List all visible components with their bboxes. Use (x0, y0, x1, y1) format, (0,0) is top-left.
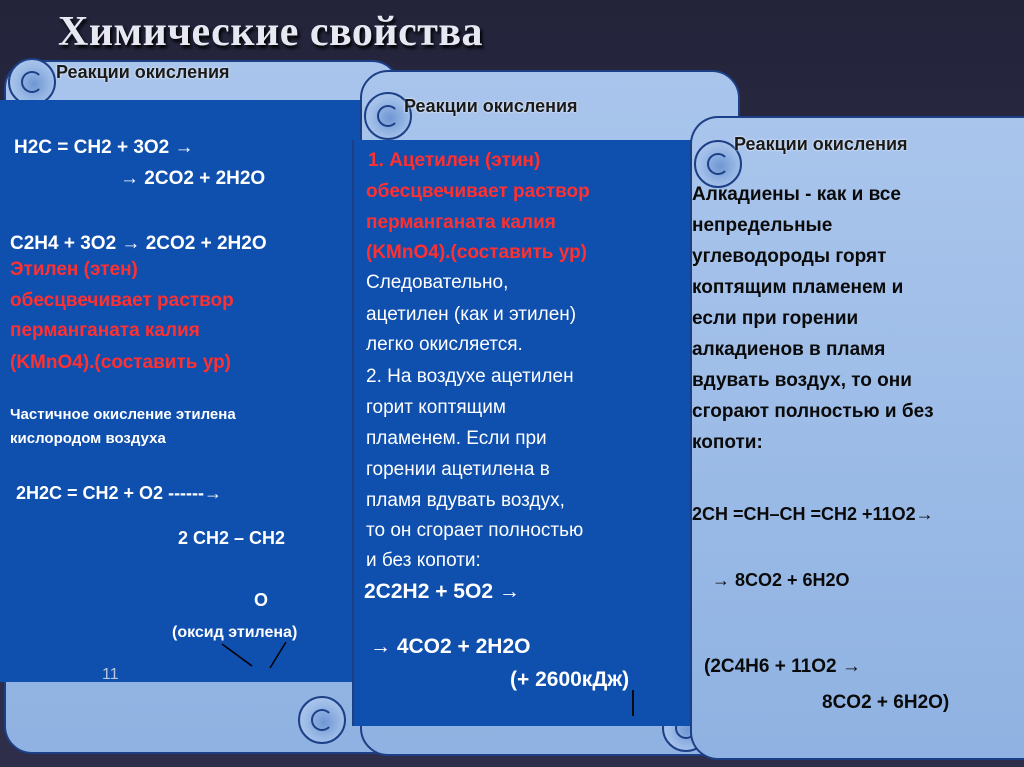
left-eq-2: C2H4 + 3O2 → 2CO2 + 2H2O (10, 233, 267, 254)
right-text-line-3: углеводороды горят (692, 246, 887, 267)
right-eq-2-cont: 8CO2 + 6H2O) (822, 692, 950, 713)
middle-note-line-4: (KMnO4).(составить ур) (366, 242, 587, 263)
left-note-line-1: Этилен (этен) (10, 259, 138, 280)
scroll-middle-panel (352, 140, 696, 726)
left-note-line-3: перманганата калия (10, 320, 200, 341)
right-eq-1-cont: → 8CO2 + 6H2O (712, 570, 850, 590)
right-text-line-8: сгорают полностью и без (692, 401, 934, 422)
middle-eq-1-cont: → 4CO2 + 2H2O (370, 635, 531, 658)
middle-eq-1: 2C2H2 + 5O2 → (364, 580, 520, 603)
middle-text-line-6: пламенем. Если при (366, 428, 547, 449)
left-oxygen-atom: O (254, 590, 269, 610)
middle-text-line-3: легко окисляется. (366, 334, 523, 355)
scroll-left-bottom-curl (298, 696, 346, 744)
scroll-right-header: Реакции окисления (734, 134, 908, 154)
middle-text-line-10: и без копоти: (366, 550, 481, 571)
middle-text-line-1: Следовательно, (366, 272, 509, 293)
middle-note-line-1: 1. Ацетилен (этин) (368, 150, 541, 171)
left-eq-1: H2C = CH2 + 3O2 → (14, 137, 194, 158)
right-eq-1: 2CH =CH–CH =CH2 +11O2→ (692, 504, 934, 524)
middle-note-line-3: перманганата калия (366, 212, 556, 233)
scroll-middle-header: Реакции окисления (404, 96, 578, 116)
left-eq-3: 2H2C = CH2 + O2 ------→ (16, 483, 223, 503)
right-text-line-2: непредельные (692, 215, 833, 236)
right-text-line-6: алкадиенов в пламя (692, 339, 886, 360)
middle-text-line-2: ацетилен (как и этилен) (366, 304, 577, 325)
scroll-left-top-curl (8, 58, 56, 106)
middle-text-line-8: пламя вдувать воздух, (366, 490, 565, 511)
middle-text-line-7: горении ацетилена в (366, 459, 550, 480)
middle-text-line-4: 2. На воздухе ацетилен (366, 366, 574, 387)
middle-text-line-9: то он сгорает полностью (366, 520, 584, 541)
left-partial-line-1: Частичное окисление этилена (10, 406, 236, 423)
middle-energy: (+ 2600кДж) (510, 668, 630, 691)
right-eq-2: (2C4H6 + 11O2 → (704, 656, 861, 677)
text-cursor-mark (632, 690, 634, 716)
scroll-right-panel (684, 172, 1024, 720)
left-ethylene-oxide-label: (оксид этилена) (172, 624, 298, 641)
middle-note-line-2: обесцвечивает раствор (366, 181, 590, 202)
right-text-line-1: Алкадиены - как и все (692, 184, 901, 205)
right-text-line-9: копоти: (692, 432, 763, 453)
left-eq-1-cont: → 2CO2 + 2H2O (120, 168, 266, 189)
left-note-line-2: обесцвечивает раствор (10, 290, 234, 311)
right-text-line-4: коптящим пламенем и (692, 277, 904, 298)
slide-title: Химические свойства (58, 9, 484, 55)
right-text-line-7: вдувать воздух, то они (692, 370, 912, 391)
scroll-left-header: Реакции окисления (56, 62, 230, 82)
left-note-line-4: (KMnO4).(составить ур) (10, 352, 231, 373)
left-partial-line-2: кислородом воздуха (10, 430, 166, 447)
scroll-left-panel (0, 100, 364, 682)
left-bond-lines (210, 640, 300, 674)
right-text-line-5: если при горении (692, 308, 859, 329)
left-eq-3-cont: 2 CH2 – CH2 (178, 528, 286, 548)
page-number: 11 (102, 666, 119, 683)
middle-text-line-5: горит коптящим (366, 397, 506, 418)
